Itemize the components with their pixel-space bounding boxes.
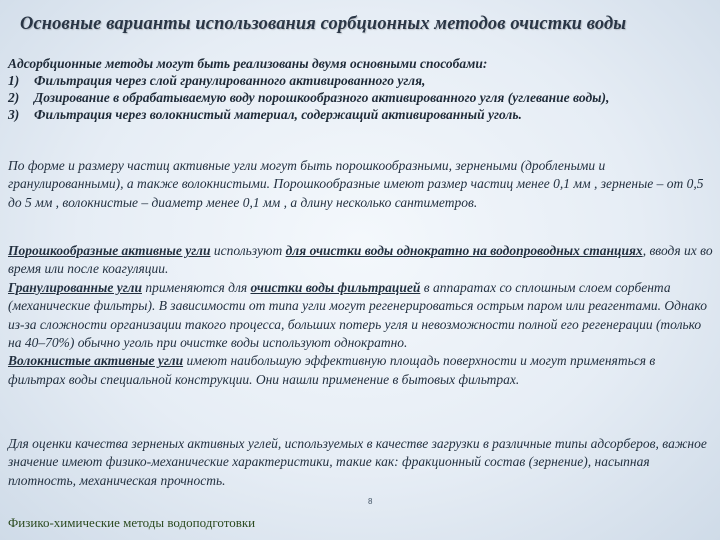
text-run: применяются для xyxy=(142,279,251,295)
methods-list xyxy=(8,72,714,123)
powder-carbon-term: Порошкообразные активные угли xyxy=(8,243,211,258)
intro-block xyxy=(8,55,714,123)
footer-text: Физико-химические методы водоподготовки xyxy=(8,515,256,530)
particle-size-paragraph: По форме и размеру частиц активные угли могут быть порошкообразными, зернеными (дроблеными и гранулированными), а также волокнистыми. Порошкообразные имеют размер частиц менее 0,1 мм , зерненые – от 0,5 до 5 мм , волокнистые – диаметр менее 0,1 мм , а длину несколько сантиметров. xyxy=(8,158,704,210)
slide-title: Основные варианты использования сорбционных методов очистки воды xyxy=(20,14,627,34)
list-text: Фильтрация через слой гранулированного активированного угля, xyxy=(34,73,426,88)
text-run: используют xyxy=(210,243,286,258)
list-number: 2) xyxy=(8,90,20,105)
list-item xyxy=(8,89,714,106)
intro-lead: Адсорбционные методы могут быть реализованы двумя основными способами: xyxy=(8,56,488,71)
powder-carbon-usage: для очистки воды однократно на водопроводных станциях xyxy=(285,243,643,258)
list-item xyxy=(8,72,714,89)
text-run: , вводя их во время или после коагуляции. xyxy=(8,243,713,277)
page-number: 8 xyxy=(368,497,373,506)
filtration-term: очистки воды фильтрацией xyxy=(250,279,421,295)
list-text: Дозирование в обрабатываемую воду порошкообразного активированного угля (углевание воды), xyxy=(34,90,610,105)
list-text: Фильтрация через волокнистый материал, содержащий активированный уголь. xyxy=(34,107,522,122)
carbon-types-paragraph xyxy=(8,242,714,389)
text-run: в аппаратах со сплошным слоем сорбента (механические фильтры). В зависимости от типа угли могут регенерироваться острым паром или реагентами. Однако из-за сложности организации такого процесса, больших потерь угля и невозможности полной его регенерации (только на 40–70%) обычно уголь при очистке воды используют однократно. xyxy=(8,279,707,351)
list-item xyxy=(8,106,714,123)
list-number: 3) xyxy=(8,107,20,122)
fibrous-carbon-term: Волокнистые активные угли xyxy=(8,353,184,369)
text-run: имеют наибольшую эффективную площадь поверхности и могут применяться в фильтрах воды специальной конструкции. Они нашли применение в бытовых фильтрах. xyxy=(8,353,656,387)
list-number: 1) xyxy=(8,73,20,88)
granular-carbon-term: Гранулированные угли xyxy=(8,279,142,295)
quality-paragraph: Для оценки качества зерненых активных углей, используемых в качестве загрузки в различные типы адсорберов, важное значение имеют физико-механические характеристики, такие как: фракционный состав (зернение), насыпная плотность, механическая прочность. xyxy=(8,436,707,488)
